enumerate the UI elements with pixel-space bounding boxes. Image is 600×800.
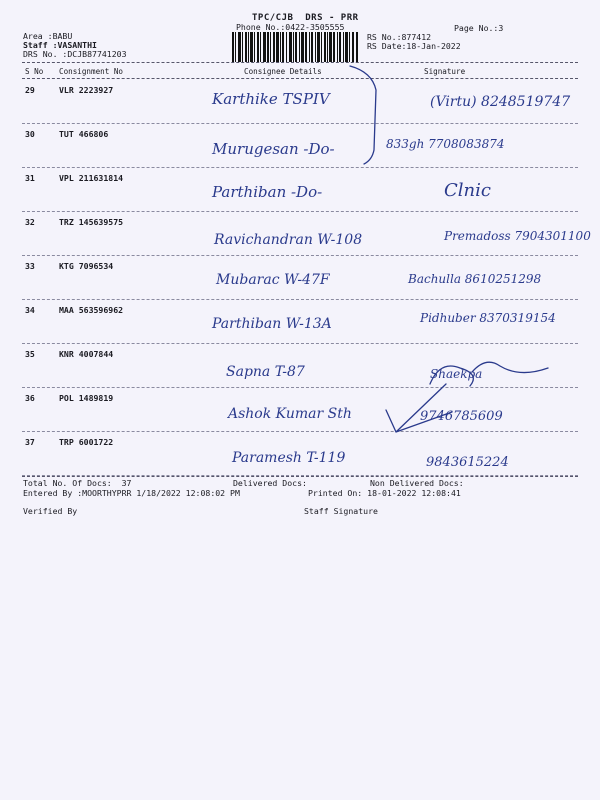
row-consignment-no: MAA 563596962 (59, 305, 124, 315)
row-signature-handwriting: Clnic (444, 180, 491, 201)
row-consignee-handwriting: Sapna T-87 (226, 364, 305, 380)
row-consignee-handwriting: Mubarac W-47F (216, 272, 330, 288)
row-sno: 31 (25, 173, 35, 183)
entered-by: Entered By :MOORTHYPRR 1/18/2022 12:08:02 PM (23, 488, 240, 498)
row-consignment-no: VLR 2223927 (59, 85, 114, 95)
row-signature-handwriting: (Virtu) 8248519747 (430, 94, 571, 110)
row-signature-handwriting: 9746785609 (420, 409, 503, 424)
row-consignee-handwriting: Ravichandran W-108 (214, 232, 363, 248)
rs-date: RS Date:18-Jan-2022 (367, 41, 461, 51)
row-consignee-handwriting: Paramesh T-119 (232, 450, 346, 466)
printed-on: Printed On: 18-01-2022 12:08:41 (308, 488, 461, 498)
row-signature-handwriting: Shaekpa (430, 367, 483, 381)
row-signature-handwriting: Pidhuber 8370319154 (420, 311, 556, 325)
row-sno: 33 (25, 261, 35, 271)
table-row (22, 256, 578, 300)
document-title: TPC/CJB DRS - PRR (252, 13, 359, 23)
verified-by: Verified By (23, 506, 78, 516)
row-consignment-no: TRZ 145639575 (59, 217, 124, 227)
row-signature-handwriting: Bachulla 8610251298 (408, 272, 542, 286)
column-header-consignment: Consignment No (59, 67, 124, 76)
table-row (22, 300, 578, 344)
divider (22, 62, 578, 63)
staff-label: Staff :VASANTHI (23, 40, 97, 50)
delivered-docs: Delivered Docs: (233, 478, 307, 488)
area-label: Area :BABU (23, 31, 73, 41)
row-signature-handwriting: 9843615224 (426, 455, 509, 470)
row-sno: 35 (25, 349, 35, 359)
divider (22, 78, 578, 79)
table-row (22, 212, 578, 256)
row-consignee-handwriting: Parthiban W-13A (212, 316, 332, 332)
row-consignment-no: VPL 211631814 (59, 173, 124, 183)
row-sno: 30 (25, 129, 35, 139)
drs-number: DRS No. :DCJB87741203 (23, 49, 127, 59)
table-row (22, 124, 578, 168)
column-header-signature: Signature (424, 67, 466, 76)
row-consignment-no: TUT 466806 (59, 129, 109, 139)
table-row (22, 388, 578, 432)
row-sno: 36 (25, 393, 35, 403)
row-consignment-no: POL 1489819 (59, 393, 114, 403)
row-signature-handwriting: Premadoss 7904301100 (444, 229, 591, 243)
row-consignment-no: KNR 4007844 (59, 349, 114, 359)
barcode-icon (232, 32, 358, 62)
non-delivered-docs: Non Delivered Docs: (370, 478, 464, 488)
table-row (22, 168, 578, 212)
row-consignee-handwriting: Parthiban -Do- (212, 183, 323, 201)
table-row (22, 344, 578, 388)
row-consignee-handwriting: Karthike TSPIV (212, 90, 330, 108)
row-sno: 37 (25, 437, 35, 447)
page-number: Page No.:3 (454, 23, 504, 33)
phone-number: Phone No.:0422-3505555 (236, 22, 345, 32)
row-consignee-handwriting: Ashok Kumar Sth (228, 406, 352, 422)
rs-number: RS No.:877412 (367, 32, 432, 42)
row-consignment-no: KTG 7096534 (59, 261, 114, 271)
row-consignment-no: TRP 6001722 (59, 437, 114, 447)
column-header-consignee: Consignee Details (244, 67, 322, 76)
total-docs: Total No. Of Docs: 37 (23, 478, 132, 488)
table-row (22, 432, 578, 476)
row-sno: 32 (25, 217, 35, 227)
row-sno: 34 (25, 305, 35, 315)
row-sno: 29 (25, 85, 35, 95)
column-header-sno: S No (25, 67, 44, 76)
row-consignee-handwriting: Murugesan -Do- (212, 140, 335, 158)
divider (22, 476, 578, 477)
table-row (22, 80, 578, 124)
staff-signature: Staff Signature (304, 506, 378, 516)
row-signature-handwriting: 833gh 7708083874 (386, 137, 505, 151)
